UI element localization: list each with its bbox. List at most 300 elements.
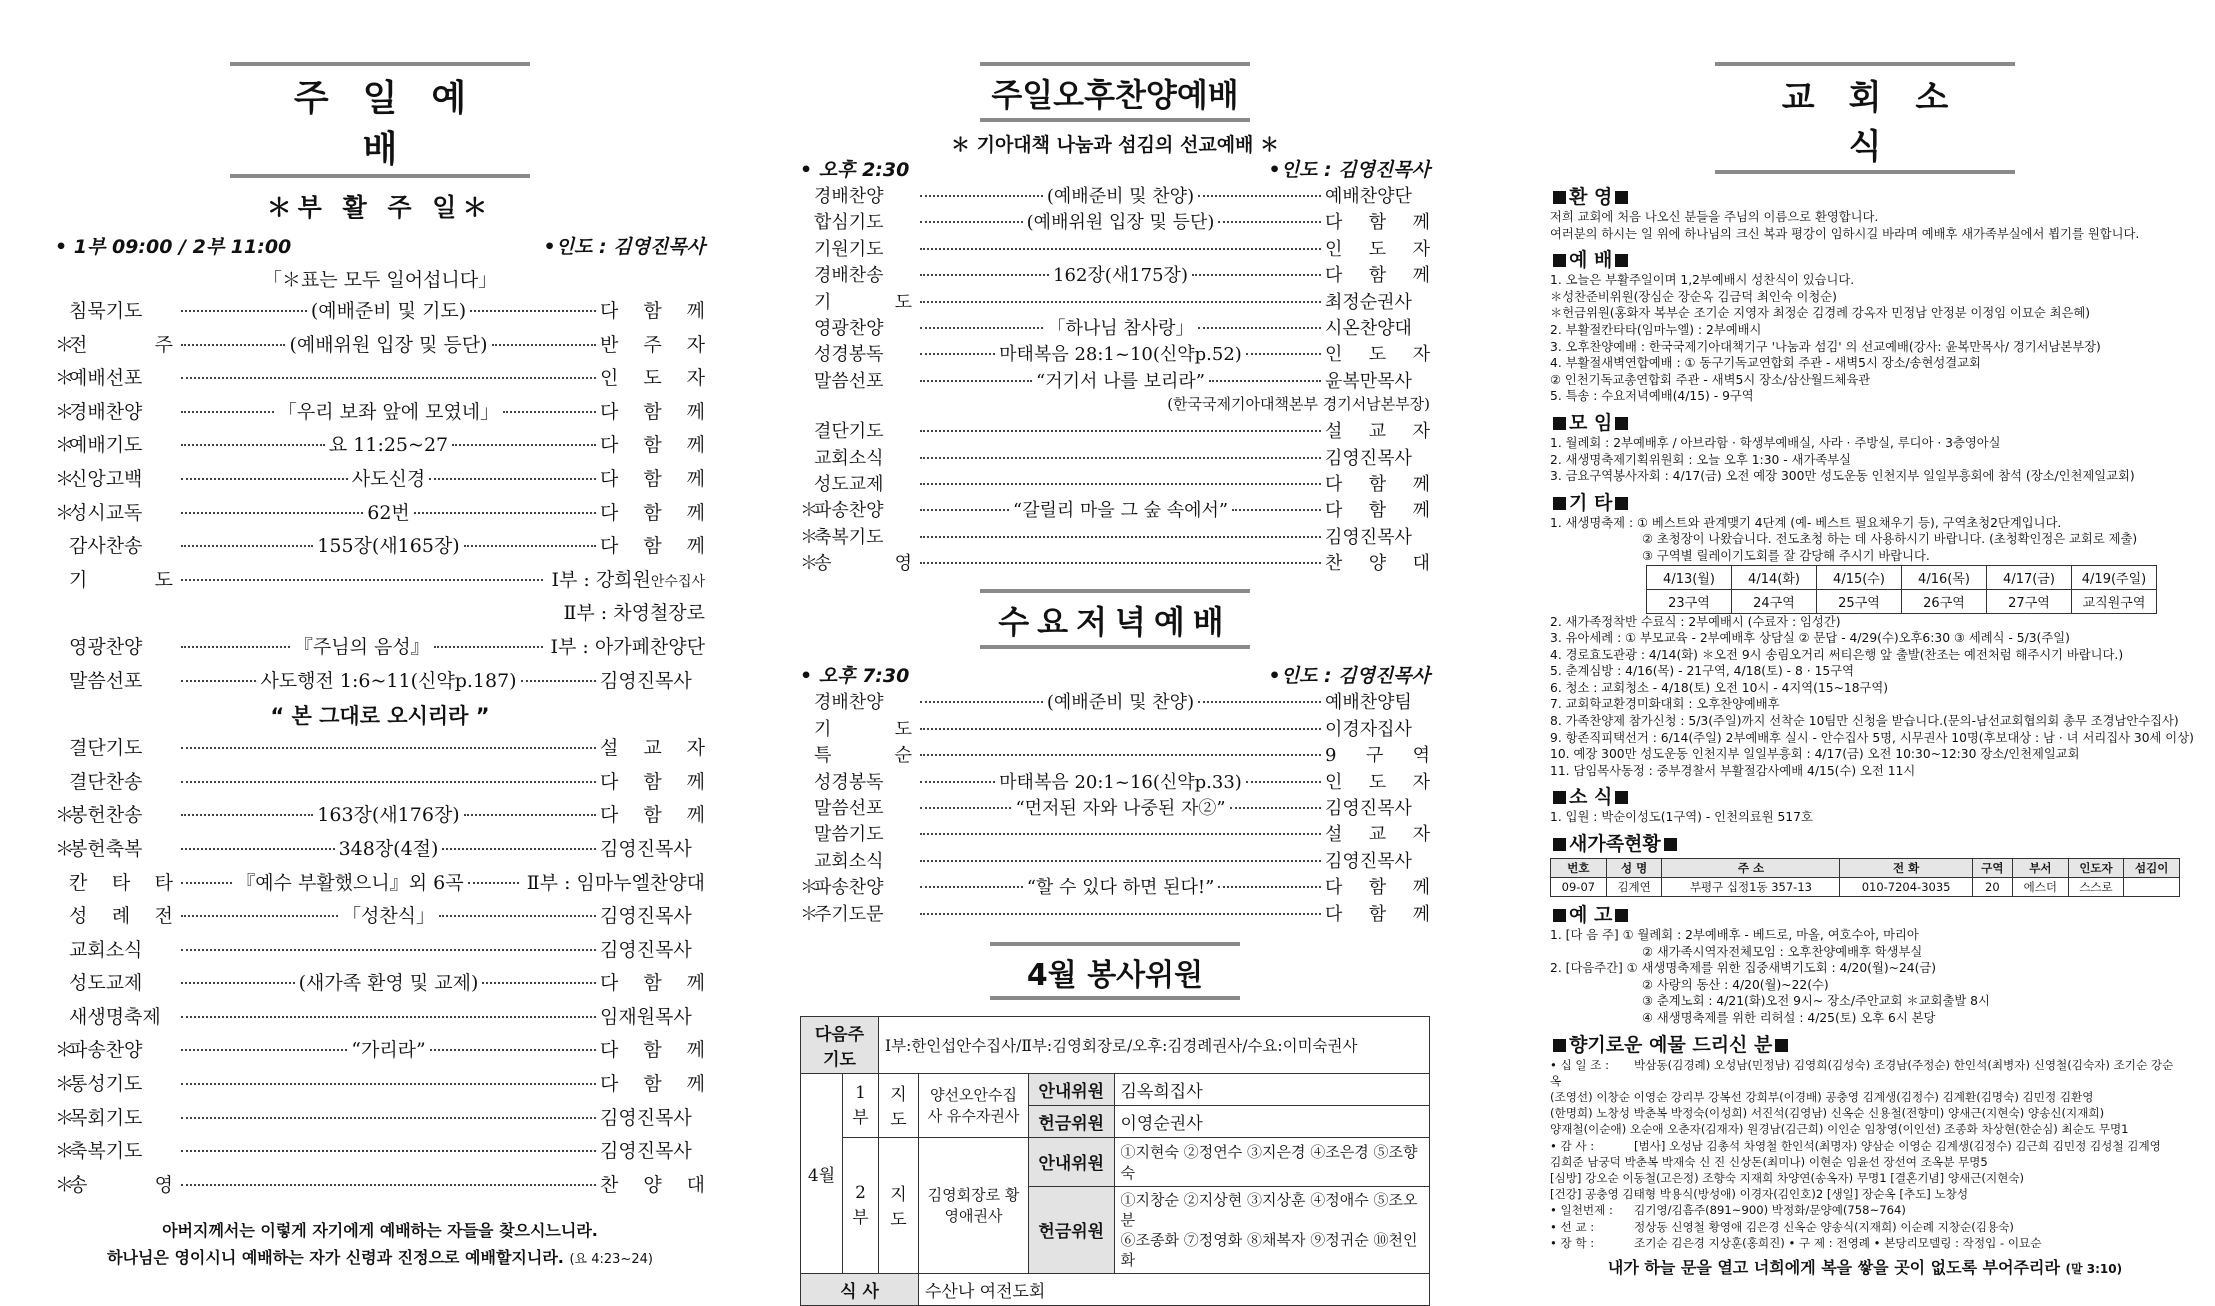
notice-line: 여러분의 하시는 일 위에 하나님의 크신 복과 평강이 임하시길 바라며 예배후 새가족부실에서 뵙기를 원합니다. [1550,226,2140,241]
easter-subtitle: ＊부 활 주 일＊ [266,193,494,222]
order-item: 말씀기도 [814,824,884,846]
order-detail [916,253,1325,255]
meetings-heading: 모 임 [1550,408,2180,435]
order-detail [177,397,600,424]
order-row [800,314,1430,340]
notice-line: 8. 가족찬양제 참가신청 : 5/3(주일)까지 선착순 10팀만 신청을 받습니다.(문의-남선교회협의회 총무 조경남안수집사) [1550,714,2179,729]
notice-line: 1. [다 음 주] ① 월례회 : 2부예배후 - 베드로, 마올, 여호수아, 마리아 [1550,928,1919,943]
offering-label: 헌금위원 [1029,1105,1114,1137]
leader-dots [181,377,596,379]
relay-group: 26구역 [1902,589,1987,613]
order-item: 파송찬양 [814,877,884,899]
offering-line [1550,1057,2180,1089]
leader-dots [181,646,290,648]
part2-label: 2부 [843,1137,879,1273]
leader-dots [181,747,596,749]
prayer-part2: Ⅱ부 : 차영철장로 [563,602,705,625]
order-detail-text: (예배준비 및 기도) [310,300,467,322]
order-row [800,847,1430,873]
order-person: 인 도 자 [1325,344,1430,366]
order-person: 김영진목사 [600,1106,692,1129]
offering-names: 김기영/김흠주(891~900) 박정화/문양예(758~764) [1634,1203,1906,1218]
speaker-note: (한국국제기아대책본부 경기서남본부장) [1167,395,1430,414]
order-detail [916,733,1325,735]
order-row [55,1035,705,1069]
new-family-heading: 새가족현황 [1550,829,2180,856]
order-detail-text: “거기서 나를 보리라” [1036,370,1205,392]
notice-line: ② 인천기독교총연합회 주관 - 새벽5시 장소/삼산월드체육관 [1550,372,1871,387]
order-detail [916,314,1325,340]
order-row [800,715,1430,741]
part1-inner [1029,1074,1429,1137]
leader-dots [492,344,596,346]
table-cell: 에스더 [2013,878,2069,897]
relay-date: 4/19(주일) [2072,565,2157,589]
order-row [55,632,705,666]
etc-notices-2 [1550,614,2194,780]
stand-mark: ＊ [55,837,75,860]
order-item: 성도교제 [69,972,143,995]
order-detail [916,873,1325,899]
order-item: 경배찬양 [814,186,884,207]
order-item: 기 도 [814,718,912,740]
leader-dots [181,1016,596,1018]
relay-group: 27구역 [1987,589,2072,613]
order-detail-text: (예배준비 및 찬양) [1046,186,1195,207]
order-item: 영광찬양 [69,635,143,658]
order-item: 감사찬송 [69,535,143,558]
relay-group: 23구역 [1647,589,1732,613]
order-detail [916,488,1325,490]
leader-dots [181,680,256,682]
order-row-prayer [55,565,705,599]
order-detail [177,786,600,788]
order-person: 다 함 께 [600,400,705,423]
leader-dots [920,380,1032,382]
order-detail-text: “가리라” [351,1039,426,1062]
leader-dots [920,807,1011,809]
column-header: 전 화 [1840,859,1972,878]
order-item: 경배찬양 [814,692,884,714]
stand-mark: ＊ [55,1073,75,1096]
part2-usher-names: ①지현숙 ②정연수 ③지은경 ④조은경 ⑤조향숙 [1114,1138,1429,1187]
next-prayer-label: 다음주기도 [801,1016,879,1073]
order-item: 성경봉독 [814,344,884,366]
order-detail [177,834,600,861]
offering-category: • 감 사 : [1550,1138,1595,1153]
welcome-heading: 환 영 [1550,182,2180,209]
order-detail [916,865,1325,867]
leader-dots [920,536,1321,538]
leader-dots [920,728,1321,730]
afternoon-order-list-2 [800,417,1430,575]
offering-line: 김희준 남궁덕 박춘복 박재숙 신 진 신상돈(최미나) 이현순 임윤선 장선여 조옥분 무명5 [1550,1154,1988,1169]
order-detail [177,1035,600,1062]
order-detail [916,306,1325,308]
stand-mark: ＊ [55,804,75,827]
offering-line: [심방] 강오순 이동철(고은정) 조향숙 지재희 차양연(송옥자) 무명1 [결혼기념] 양새근(지현숙) [1550,1171,2025,1186]
notice-line: ④ 새생명축제를 위한 리허설 : 4/25(토) 오후 6시 본당 [1642,1011,1936,1025]
order-list-2 [55,632,705,699]
order-item: 성도교제 [814,473,884,495]
leader-dots [181,1083,596,1085]
order-item: 영광찬양 [814,317,884,339]
order-row [55,330,705,364]
part1-guide-names: 양선오안수집사 유수자권사 [919,1073,1029,1137]
order-person: 다 함 께 [600,300,705,322]
order-row [800,741,1430,767]
order-detail [916,794,1325,820]
preview-heading: 예 고 [1550,900,2180,927]
afternoon-meta [800,155,1430,182]
part1-label: 1부 [843,1073,879,1137]
church-news-column [1550,62,2194,1278]
order-person: 시온찬양대 [1325,317,1412,339]
malachi-verse: 내가 하늘 문을 열고 너희에게 복을 쌓을 곳이 없도록 부어주리라 (말 3:10) [1607,1258,2123,1278]
leader-dots [181,1184,596,1186]
order-detail-text: “할 수 있다 하면 된다!” [1026,877,1215,899]
order-detail-text: 마태복음 28:1~10(신약p.52) [999,344,1242,366]
order-row [55,800,705,834]
news-heading: 소 식 [1550,782,2180,809]
stand-mark: ＊ [800,526,818,548]
order-person: 다 함 께 [600,1073,705,1096]
leader-dots [181,949,596,951]
etc-notices-1 [1550,515,2180,565]
order-list-3 [55,733,705,1203]
order-row [800,496,1430,522]
order-person: 김영진목사 [600,669,692,692]
stand-mark: ＊ [55,467,75,490]
offering-line: (조영선) 이창순 이영순 강리부 강복선 강희부(이경배) 공충영 김계생(김정수) 김계환(김명숙) 김민정 김환영 [1550,1090,2094,1104]
order-row [800,470,1430,496]
order-item: 봉헌축복 [69,837,143,860]
leader-dots [920,274,1049,276]
order-detail [177,666,600,693]
column-header: 부서 [2013,859,2069,878]
stand-mark: ＊ [55,501,75,524]
notice-line: 5. 특송 : 수요저녁예배(4/15) - 9구역 [1550,389,1754,404]
notice-line: 4. 부활절새벽연합예배 : ① 동구기독교연합회 주관 - 새벽5시 장소/송현성결교회 [1550,356,1981,371]
order-detail [916,838,1325,840]
column-header: 섬김이 [2124,859,2180,878]
notice-line: ＊성찬준비위원(장심순 장순옥 김금덕 최인숙 이청순) [1550,289,1837,304]
order-detail [916,541,1325,543]
notice-line: ③ 구역별 릴레이기도회를 잘 감당해 주시기 바랍니다. [1642,548,1930,563]
leader-dots [920,886,1023,888]
order-person: 김영진목사 [1325,447,1412,469]
service-leader: •인도 : 김영진목사 [543,236,705,258]
notice-line: 3. 오후찬양예배 : 한국국제기아대책기구 '나눔과 섬김' 의 선교예배(강사: 윤복만목사/ 경기서남본부장) [1550,339,2101,354]
order-detail [177,1155,600,1157]
order-item: 교회소식 [814,850,884,872]
next-prayer-value: Ⅰ부:한인섭안수집사/Ⅱ부:김영회장로/오후:김경례권사/수요:이미숙권사 [879,1016,1430,1073]
offering-names: 정상동 신영철 황영애 김은경 신옥순 양송식(지재희) 이순례 지창순(김용숙) [1634,1219,2014,1234]
order-detail-text: (예배위원 입장 및 등단) [289,333,488,356]
table-cell: 김계연 [1606,878,1662,897]
leader-dots [430,1049,596,1051]
order-detail [916,918,1325,920]
leader-dots [414,512,596,514]
leader-dots [920,781,995,783]
leader-dots [181,814,313,816]
order-list-1 [55,296,705,565]
order-person: 찬 양 대 [600,1173,705,1196]
order-person: 예배찬양팀 [1325,692,1412,714]
stand-mark: ＊ [55,1173,75,1196]
part1-cell [1029,1073,1430,1137]
stand-mark: ＊ [55,1106,75,1129]
offering-category: • 장 학 : [1550,1235,1595,1250]
order-detail [177,1189,600,1191]
order-detail [916,759,1325,761]
order-detail-text: 162장(새175장) [1053,265,1188,287]
order-item: 축복기도 [814,526,884,548]
order-detail-text: 『예수 부활했으니』외 6곡 [236,871,464,894]
leader-dots [468,882,519,884]
leader-dots [181,848,335,850]
volunteers-table [800,1016,1430,1306]
order-detail [177,1088,600,1090]
notice-line: ② 사랑의 동산 : 4/20(월)~22(수) [1642,977,1829,992]
relay-row [1647,589,2157,613]
order-person: 반 주 자 [600,333,705,356]
leader-dots [920,195,1043,197]
offering-line [1550,1202,2180,1218]
notice-line: 4. 경로효도관광 : 4/14(화) ＊오전 9시 송림오거리 써티은행 앞 출발(찬조는 예전처럼 해주시기 바랍니다.) [1550,647,2124,662]
stand-mark: ＊ [55,1140,75,1163]
leader-dots [920,301,1321,303]
order-person: 설 교 자 [1325,421,1430,443]
relay-date: 4/14(화) [1732,565,1817,589]
order-detail [916,462,1325,464]
order-detail [916,567,1325,569]
leader-dots [181,781,596,783]
order-detail [177,954,600,956]
order-item: 목회기도 [69,1106,143,1129]
order-row [800,873,1430,899]
leader-dots [181,1049,347,1051]
order-item: 기 도 [69,568,173,591]
offering-names: 박삼동(김경례) 오성남(민정남) 김영희(김성숙) 조경남(주정순) 한인석(최병자) 신영철(김숙자) 조기순 강순옥 [1550,1057,2174,1088]
notice-line: 1. 월례회 : 2부예배후 / 아브라함 · 학생부예배실, 사라 · 주방실, 루디아 · 3층영아실 [1550,435,2001,450]
order-person: 인 도 자 [1325,238,1430,260]
notice-line: 저희 교회에 처음 나오신 분들을 주님의 이름으로 환영합니다. [1550,210,1879,224]
relay-row [1647,565,2157,589]
relay-group: 25구역 [1817,589,1902,613]
table-cell: 09-07 [1551,878,1607,897]
prayer-part1: Ⅰ부 : 강희원안수집사 [551,568,705,591]
leader-dots [1192,274,1321,276]
news-notices [1550,809,2180,826]
order-person: 설 교 자 [1325,824,1430,846]
table-cell [2124,878,2180,897]
leader-dots [920,913,1321,915]
leader-dots [181,444,325,446]
order-detail [177,868,523,895]
notice-line: 2. [다음주간] ① 새생명축제를 위한 집중새벽기도회 : 4/20(월)~24(금) [1550,961,1937,976]
order-row [55,868,705,902]
order-detail [177,1021,600,1023]
order-detail [916,688,1325,714]
leader-dots [920,754,1321,756]
part2-inner [1029,1138,1429,1273]
offering-heading: 향기로운 예물 드리신 분 [1550,1030,2180,1057]
order-person: 찬 양 대 [1325,553,1430,575]
order-person: 인 도 자 [1325,771,1430,793]
leader-dots [920,353,995,355]
leader-dots [920,457,1321,459]
order-row [55,1103,705,1137]
order-person: 김영진목사 [600,837,692,860]
order-detail [177,800,600,827]
meal-value: 수산나 여전도회 [919,1273,1430,1305]
table-cell: 20 [1972,878,2012,897]
order-item: 송 영 [814,553,912,575]
order-item: 전 주 [69,333,173,356]
order-item: 통성기도 [69,1073,143,1096]
leader-dots [434,646,543,648]
leader-dots [503,411,596,413]
relay-date: 4/16(목) [1902,565,1987,589]
order-item: 칸 타 타 [69,871,173,894]
order-detail [916,182,1325,208]
order-detail-text: 155장(새165장) [317,535,460,558]
order-item: 주기도문 [814,903,884,925]
order-item: 파송찬양 [814,500,884,522]
leader-dots [1198,195,1321,197]
order-person: 인 도 자 [600,367,705,390]
order-detail [177,498,600,525]
order-row [55,767,705,801]
order-row [800,417,1430,443]
order-detail-text: 『주님의 음성』 [293,635,430,658]
notice-line: ② 초청장이 나왔습니다. 전도초청 하는 데 사용하시기 바랍니다. (초청확인정은 교회로 제출) [1642,532,2138,547]
order-item: 파송찬양 [69,1039,143,1062]
relay-date: 4/15(수) [1817,565,1902,589]
offering-category: • 십 일 조 : [1550,1057,1610,1072]
leader-dots [1209,380,1321,382]
order-row [800,900,1430,926]
order-item: 합심기도 [814,212,884,234]
stand-mark: ＊ [55,333,75,356]
relay-group: 24구역 [1732,589,1817,613]
sermon-title: “ 본 그대로 오시리라 ” [270,704,490,729]
leader-dots [920,860,1321,862]
leader-dots [470,310,596,312]
order-row [55,1136,705,1170]
leader-dots [181,478,348,480]
order-row [55,666,705,700]
leader-dots [920,221,1023,223]
order-row [800,688,1430,714]
offering-line [1550,1235,2180,1251]
meal-label: 식 사 [801,1273,919,1305]
order-person: 다 함 께 [1325,903,1430,925]
order-row [800,444,1430,470]
order-person: 다 함 께 [600,804,705,827]
order-person: 김영진목사 [1325,798,1412,820]
order-row [55,1002,705,1036]
order-row [55,1170,705,1204]
order-person: 다 함 께 [1325,500,1430,522]
worship-meta [55,232,705,259]
offering-names: [범사] 오성남 김총석 차영철 한인석(최명자) 양삼순 이영순 김계생(김정수) 김근희 김민정 김성철 김계영 [1634,1138,2161,1153]
leader-dots [920,701,1043,703]
wednesday-leader: •인도 : 김영진목사 [1268,665,1430,688]
stand-mark: ＊ [55,367,75,390]
order-detail-text: 62번 [367,501,410,524]
order-row [800,288,1430,314]
order-row [55,1069,705,1103]
order-person: 다 함 께 [1325,212,1430,234]
leader-dots [1246,781,1321,783]
leader-dots [920,833,1321,835]
order-row [55,296,705,330]
order-detail-text: 「우리 보좌 앞에 모였네」 [277,400,500,423]
order-detail-text: 「하나님 참사랑」 [1047,317,1194,339]
leader-dots [1218,886,1321,888]
order-item: 축복기도 [69,1140,143,1163]
offering-label-2: 헌금위원 [1029,1186,1114,1273]
order-person: 최정순권사 [1325,291,1412,313]
leader-dots [181,982,295,984]
order-detail-text: 사도신경 [351,467,426,490]
order-detail-text: 요 11:25~27 [328,434,449,457]
welcome-text [1550,209,2180,242]
afternoon-worship-column [800,62,1430,1306]
order-detail-text: 348장(4절) [338,837,439,860]
notice-line: 2. 새생명축제기획위원회 : 오늘 오후 1:30 - 새가족부실 [1550,452,1851,467]
leader-dots [920,509,1009,511]
order-item: 기원기도 [814,238,884,260]
notice-line: 9. 항존직피택선거 : 6/14(주일) 2부예배후 실시 - 안수집사 5명, 시무권사 10명(후보대상 : 남 · 녀 서리집사 30세 이상) [1550,730,2194,745]
afternoon-subtitle: ＊ 기아대책 나눔과 섬김의 선교예배 ＊ [950,134,1280,156]
order-detail [916,340,1325,366]
offering-line [1550,1219,2180,1235]
worship-notices [1550,272,2180,405]
leader-dots [920,483,1321,485]
order-detail [177,968,600,995]
wednesday-time: • 오후 7:30 [800,665,910,688]
order-person: Ⅰ부 : 아가페찬양단 [550,635,705,658]
notice-line: 3. 금요구역봉사자회 : 4/17(금) 오전 예장 300만 성도운동 인천지부 일일부흥회에 참석 (장소/인천제일교회) [1550,469,2135,484]
table-row [1551,878,2180,897]
wednesday-worship-title: 수요저녁예배 [980,589,1250,649]
meetings-notices [1550,435,2180,485]
order-item: 예배기도 [69,434,143,457]
order-detail-text: “갈릴리 마을 그 숲 속에서” [1012,500,1229,522]
leader-dots [181,310,307,312]
order-detail-text: 「성찬식」 [341,905,436,928]
order-row [800,367,1430,393]
order-person: 김영진목사 [1325,526,1412,548]
order-detail [177,464,600,491]
order-detail [177,752,600,754]
order-item: 성 례 전 [69,905,173,928]
order-detail [916,261,1325,287]
order-row [800,235,1430,261]
order-person: 다 함 께 [600,467,705,490]
new-family-header [1551,859,2180,878]
leader-dots [442,848,596,850]
church-news-title: 교회소식 [1715,62,2015,174]
stand-mark: ＊ [800,553,818,575]
order-item: 교회소식 [69,938,143,961]
part1-usher-names: 김옥희집사 [1114,1074,1429,1106]
order-detail [177,1122,600,1124]
order-detail [177,632,547,659]
